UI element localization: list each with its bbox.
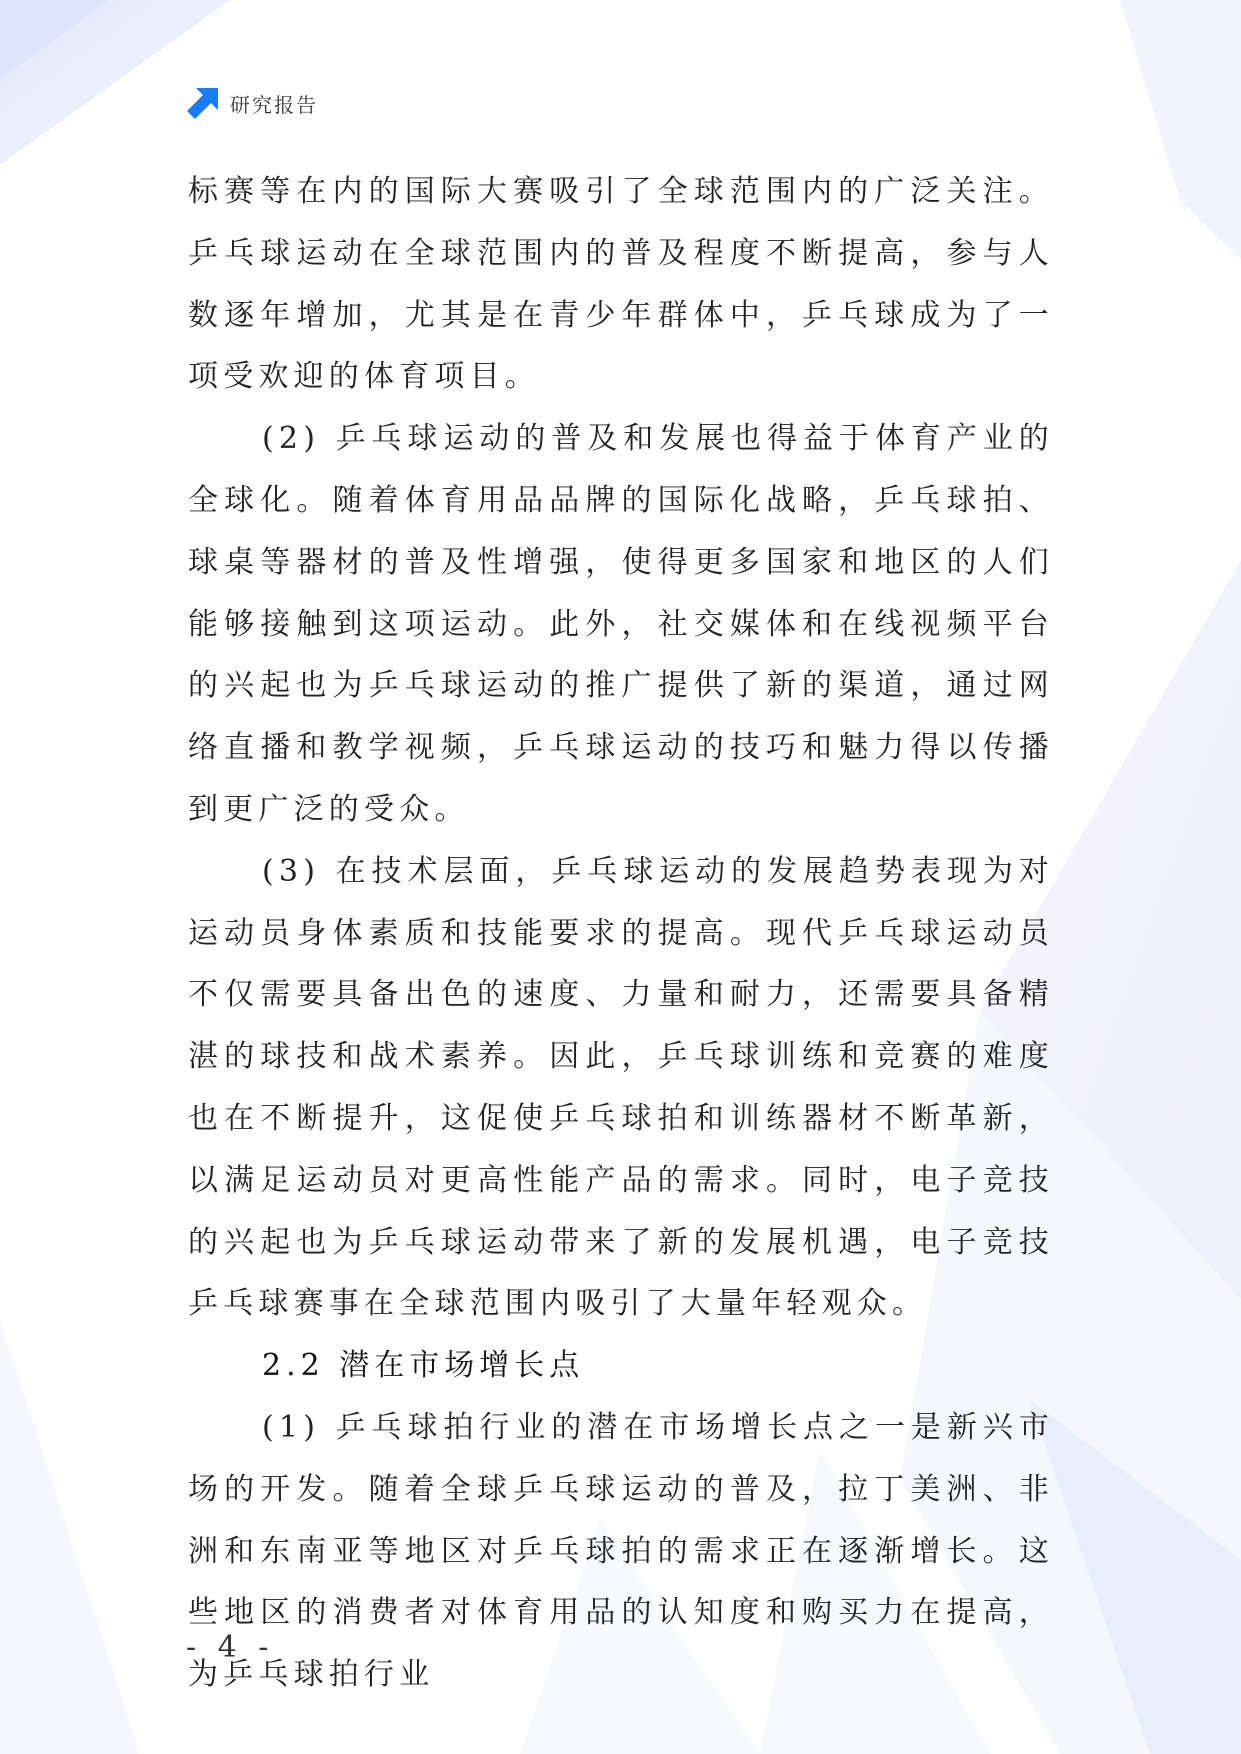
paragraph-market-1: (1) 乒乓球拍行业的潜在市场增长点之一是新兴市场的开发。随着全球乒乓球运动的普及，拉丁美洲、非洲和东南亚等地区对乒乓球拍的需求正在逐渐增长。这些地区的消费者对体育用品的认知度和购买力在提高，为乒乓球拍行业 — [188, 1409, 1054, 1693]
report-header — [186, 86, 318, 120]
page-number: - 4 - — [186, 1630, 275, 1665]
arrow-up-right-icon — [186, 86, 220, 120]
section-heading: 2.2 潜在市场增长点 — [262, 1348, 585, 1384]
paragraph-2: (2) 乒乓球运动的普及和发展也得益于体育产业的全球化。随着体育用品品牌的国际化战略，乒乓球拍、球桌等器材的普及性增强，使得更多国家和地区的人们能够接触到这项运动。此外，社交媒体和在线视频平台的兴起也为乒乓球运动的推广提供了新的渠道，通过网络直播和教学视频，乒乓球运动的技巧和魅力得以传播到更广泛的受众。 — [188, 421, 1054, 827]
document-body — [188, 161, 1054, 1706]
header-title: 研究报告 — [230, 92, 318, 117]
paragraph-3: (3) 在技术层面，乒乓球运动的发展趋势表现为对运动员身体素质和技能要求的提高。现代乒乓球运动员不仅需要具备出色的速度、力量和耐力，还需要具备精湛的球技和战术素养。因此，乒乓球训练和竞赛的难度也在不断提升，这促使乒乓球拍和训练器材不断革新，以满足运动员对更高性能产品的需求。同时，电子竞技的兴起也为乒乓球运动带来了新的发展机遇，电子竞技乒乓球赛事在全球范围内吸引了大量年轻观众。 — [188, 853, 1054, 1322]
paragraph-continuation: 标赛等在内的国际大赛吸引了全球范围内的广泛关注。乒乓球运动在全球范围内的普及程度不断提高，参与人数逐年增加，尤其是在青少年群体中，乒乓球成为了一项受欢迎的体育项目。 — [188, 174, 1054, 395]
